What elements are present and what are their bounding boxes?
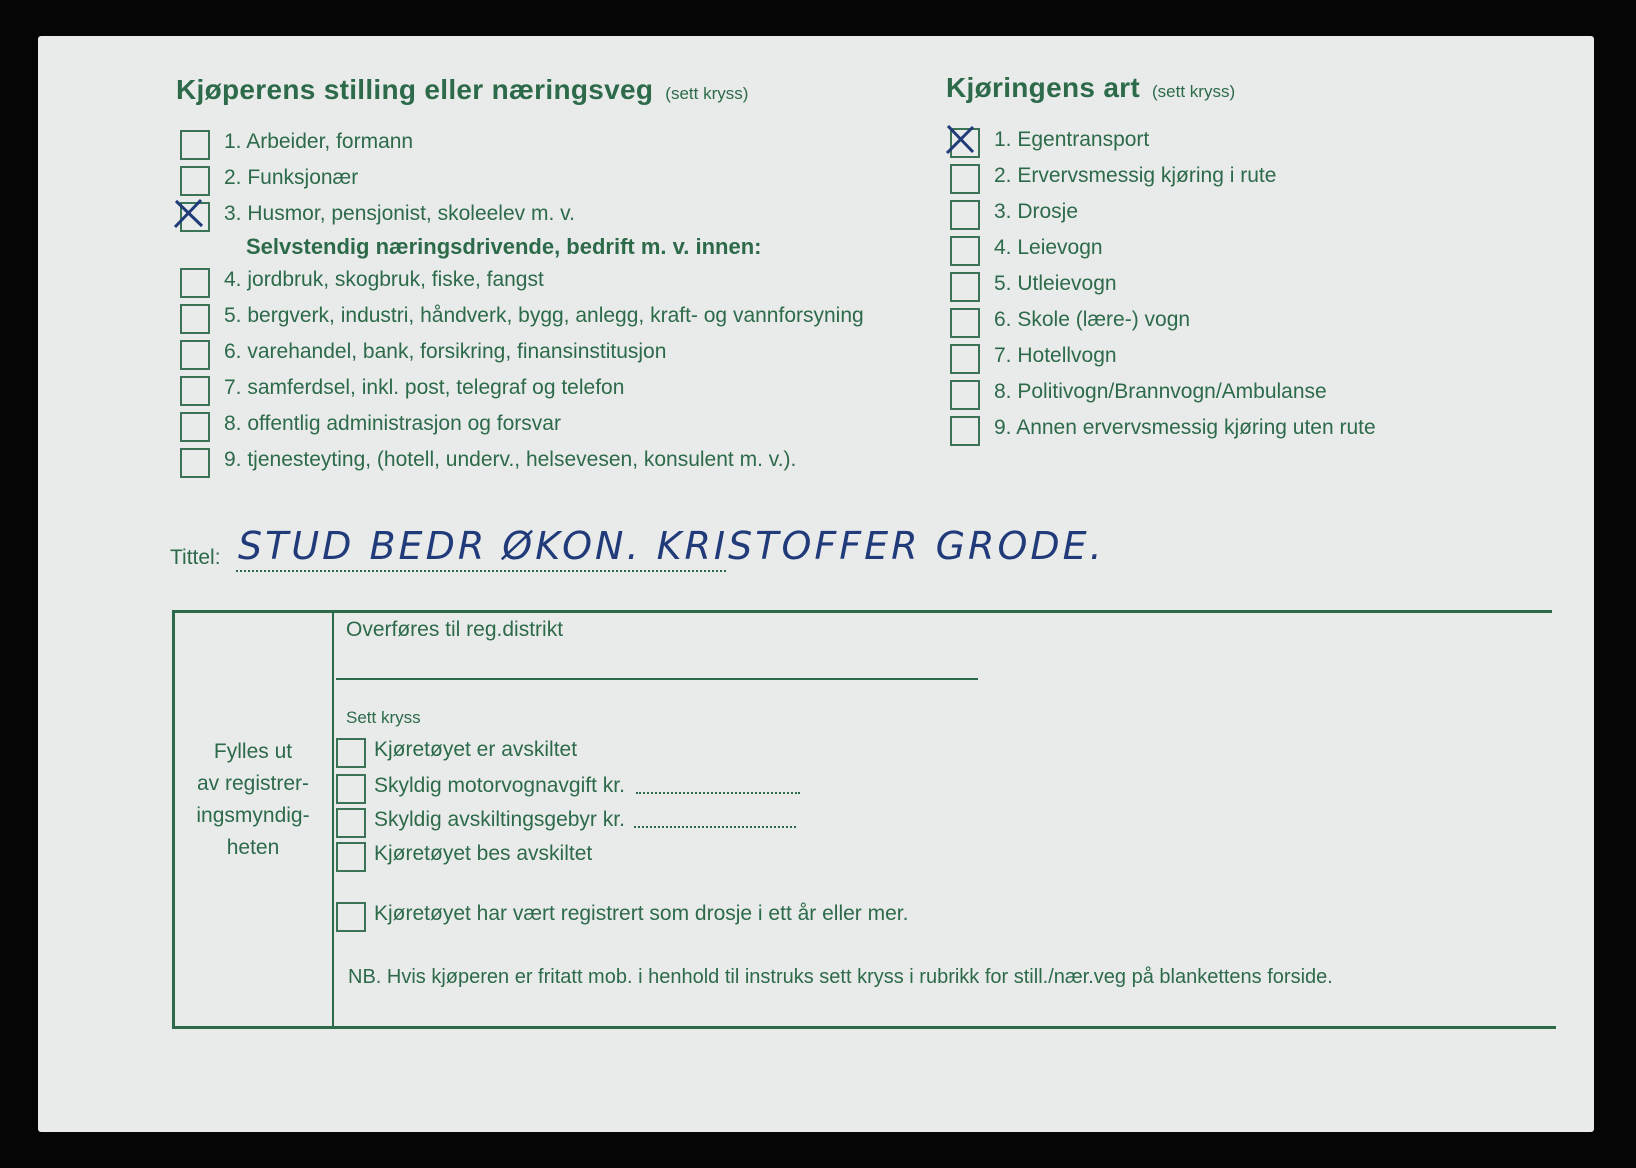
right-section-title-note: (sett kryss): [1152, 82, 1236, 101]
checkbox-politivogn[interactable]: [950, 380, 980, 410]
registry-box-bottom-border: [172, 1026, 1556, 1029]
label-hotellvogn: 7. Hotellvogn: [994, 344, 1117, 367]
label-arbeider: 1. Arbeider, formann: [224, 130, 414, 153]
checkbox-avskiltet[interactable]: [336, 738, 366, 768]
checkbox-utleievogn[interactable]: [950, 272, 980, 302]
registry-side-label: [178, 736, 328, 864]
left-section-title-text: Kjøperens stilling eller næringsveg: [176, 74, 654, 105]
right-section-title-text: Kjøringens art: [946, 72, 1141, 103]
label-annen: 9. Annen ervervsmessig kjøring uten rute: [994, 416, 1376, 439]
label-drosje-registrert: Kjøretøyet har vært registrert som drosje i ett år eller mer.: [374, 902, 909, 925]
label-avskiltet: Kjøretøyet er avskiltet: [374, 738, 578, 761]
checkbox-offentlig[interactable]: [180, 412, 210, 442]
checkbox-motorvognavgift[interactable]: [336, 774, 366, 804]
checkbox-funksjonaer[interactable]: [180, 166, 210, 196]
checkbox-tjenesteyting[interactable]: [180, 448, 210, 478]
checkbox-samferdsel[interactable]: [180, 376, 210, 406]
registry-box-left-border: [172, 610, 175, 1029]
label-bergverk: 5. bergverk, industri, håndverk, bygg, anlegg, kraft- og vannforsyning: [224, 304, 864, 327]
checkbox-arbeider[interactable]: [180, 130, 210, 160]
side-label-line-2: av registrer-: [196, 772, 310, 795]
label-jordbruk: 4. jordbruk, skogbruk, fiske, fangst: [224, 268, 544, 291]
checkbox-varehandel[interactable]: [180, 340, 210, 370]
checkbox-annen[interactable]: [950, 416, 980, 446]
label-egentransport: 1. Egentransport: [994, 128, 1150, 151]
label-motorvognavgift: Skyldig motorvognavgift kr.: [374, 774, 625, 797]
checkbox-rute[interactable]: [950, 164, 980, 194]
label-bes-avskiltet: Kjøretøyet bes avskiltet: [374, 842, 593, 865]
label-varehandel: 6. varehandel, bank, forsikring, finansinstitusjon: [224, 340, 667, 363]
transfer-label: Overføres til reg.distrikt: [346, 618, 564, 641]
label-leievogn: 4. Leievogn: [994, 236, 1103, 259]
side-label-line-1: Fylles ut: [213, 740, 293, 763]
title-field-label: Tittel:: [170, 546, 221, 569]
checkbox-jordbruk[interactable]: [180, 268, 210, 298]
title-field-dotted-line: [236, 570, 726, 572]
label-samferdsel: 7. samferdsel, inkl. post, telegraf og telefon: [224, 376, 625, 399]
label-politivogn: 8. Politivogn/Brannvogn/Ambulanse: [994, 380, 1327, 403]
registry-box-divider: [332, 610, 334, 1029]
label-offentlig: 8. offentlig administrasjon og forsvar: [224, 412, 561, 435]
motorvognavgift-amount-line[interactable]: [636, 792, 800, 794]
label-skolevogn: 6. Skole (lære-) vogn: [994, 308, 1191, 331]
left-section-title-note: (sett kryss): [665, 84, 749, 103]
label-funksjonaer: 2. Funksjonær: [224, 166, 359, 189]
label-avskiltingsgebyr: Skyldig avskiltingsgebyr kr.: [374, 808, 625, 831]
cross-mark-husmor: [172, 196, 206, 230]
label-rute: 2. Ervervsmessig kjøring i rute: [994, 164, 1277, 187]
checkbox-drosje[interactable]: [950, 200, 980, 230]
form-paper: [38, 36, 1594, 1132]
mark-note: Sett kryss: [346, 708, 421, 727]
registry-box-top-border: [172, 610, 1552, 613]
checkbox-skolevogn[interactable]: [950, 308, 980, 338]
checkbox-hotellvogn[interactable]: [950, 344, 980, 374]
checkbox-leievogn[interactable]: [950, 236, 980, 266]
side-label-line-4: heten: [226, 836, 280, 859]
checkbox-bes-avskiltet[interactable]: [336, 842, 366, 872]
checkbox-bergverk[interactable]: [180, 304, 210, 334]
label-drosje: 3. Drosje: [994, 200, 1079, 223]
checkbox-avskiltingsgebyr[interactable]: [336, 808, 366, 838]
label-tjenesteyting: 9. tjenesteyting, (hotell, underv., helsevesen, konsulent m. v.).: [224, 448, 797, 471]
label-husmor: 3. Husmor, pensjonist, skoleelev m. v.: [224, 202, 575, 225]
label-utleievogn: 5. Utleievogn: [994, 272, 1117, 295]
right-section-title: [946, 72, 1235, 104]
left-section-title: [176, 74, 748, 106]
checkbox-drosje-registrert[interactable]: [336, 902, 366, 932]
side-label-line-3: ingsmyndig-: [196, 804, 310, 827]
avskiltingsgebyr-amount-line[interactable]: [634, 826, 796, 828]
cross-mark-egentransport: [943, 122, 977, 156]
subheading-selvstendig: Selvstendig næringsdrivende, bedrift m. v. innen:: [246, 234, 762, 259]
transfer-field-line[interactable]: [336, 678, 978, 680]
title-field-handwritten-value[interactable]: STUD BEDR ØKON. KRISTOFFER GRODE.: [238, 524, 1105, 568]
nb-note: NB. Hvis kjøperen er fritatt mob. i henhold til instruks sett kryss i rubrikk for still./nær.veg på blankettens forside.: [348, 966, 1333, 988]
